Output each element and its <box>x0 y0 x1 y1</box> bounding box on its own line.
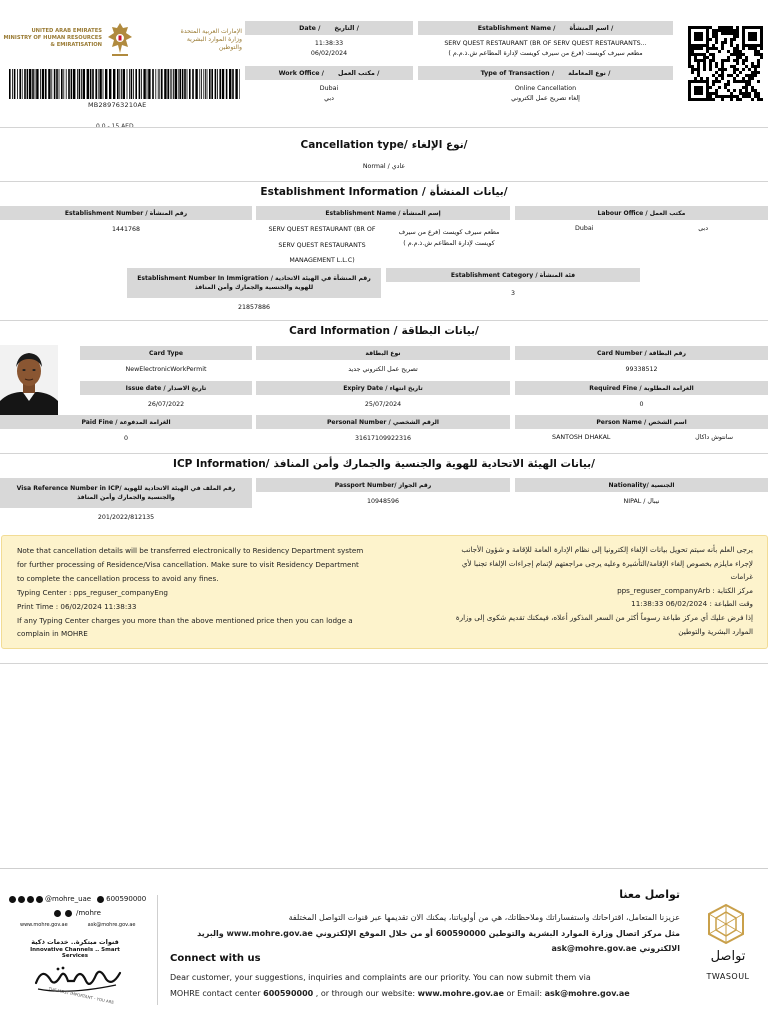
social-handle[interactable]: @mohre_uae <box>45 895 92 903</box>
social-links-2 <box>54 909 101 917</box>
contact-text-en: Dear customer, your suggestions, inquiries and complaints are our priority. You can now submit them via MOHRE contact center 600590000 , or through our website: www.mohre.gov.ae or Email: ask@mohre.gov.ae <box>170 973 630 998</box>
logo-arabic-text: الإمارات العربية المتحدة وزارة الموارد البشرية والتوطين <box>180 28 242 51</box>
twasoul-arabic: تواصل <box>710 949 746 964</box>
nationality-cell: Nationality/ الجنسية NIPAL / نيبال <box>515 478 768 507</box>
footer-contacts <box>20 922 135 928</box>
instagram-icon[interactable] <box>27 896 34 903</box>
establishment-name-cell: Establishment Name / إسم المنشأة SERV QUEST RESTAURANT (BR OF SERV QUEST RESTAURANTS MANAGEMENT L.L.C) مطعم سيرف كويست (فرع من سيرف كويست لإدارة المطاعم ش.ذ.م.م ) <box>256 206 510 269</box>
card-type-ar-cell: نوع البطاقة تصريح عمل الكتروني جديد <box>256 346 510 375</box>
paid-fine-cell: Paid Fine / الغرامة المدفوعة 0 <box>0 415 252 444</box>
email-link-small[interactable]: ask@mohre.gov.ae <box>87 922 136 928</box>
barcode <box>9 69 240 99</box>
establishment-info-title: Establishment Information / بيانات المنشأة/ <box>260 186 508 198</box>
establishment-number-cell: Establishment Number / رقم المنشأة 1441768 <box>0 206 252 235</box>
visa-reference-cell: Visa Reference Number in ICP/ رقم الملف في الهيئة الاتحادية للهوية والجنسية والجمارك وأمن المنافذ 201/2022/812135 <box>0 478 252 523</box>
passport-number-cell: Passport Number/ رقم الجواز 10948596 <box>256 478 510 507</box>
divider <box>0 181 768 182</box>
social-handle-2[interactable]: /mohre <box>76 909 101 917</box>
innovative-channels-en: Innovative Channels .. Smart Services <box>30 947 120 959</box>
flickr-icon[interactable] <box>65 910 72 917</box>
person-name-cell: Person Name / اسم الشخص SANTOSH DHAKAL سانتوش داكال <box>515 415 768 441</box>
twasoul-logo-icon <box>703 903 749 945</box>
card-info-title: Card Information / بيانات البطاقة/ <box>289 325 479 337</box>
mohre-logo <box>0 18 244 62</box>
website-link-small[interactable]: www.mohre.gov.ae <box>20 922 68 928</box>
cancellation-type-value: Normal / عادي <box>362 163 406 170</box>
twasoul-english: TWASOUL <box>706 972 750 981</box>
contact-title-en: Connect with us <box>170 953 261 964</box>
barcode-number: MB289763210AE <box>88 101 147 109</box>
contact-title-ar: تواصل معنا <box>619 888 680 901</box>
establishment-category-cell: Establishment Category / فئة المنشأة 3 <box>386 268 640 299</box>
twitter-icon[interactable] <box>9 896 16 903</box>
header-transaction-type: Type of Transaction / نوع المعاملة / Online Cancellation إلغاء تصريح عمل الكتروني <box>418 66 673 103</box>
issue-date-cell: Issue date / تاريخ الاصدار 26/07/2022 <box>80 381 252 410</box>
card-number-cell: Card Number / رقم البطاقة 99338512 <box>515 346 768 375</box>
divider <box>0 453 768 454</box>
header-date: Date / التاريخ / 11:38:33 06/02/2024 <box>245 21 413 58</box>
footer-divider <box>157 895 158 1005</box>
establishment-number-value: 1441768 <box>111 226 141 233</box>
personal-number-cell: Personal Number / الرقم الشخصي 31617109922316 <box>256 415 510 444</box>
required-fine-cell: Required Fine / الغرامة المطلوبة 0 <box>515 381 768 410</box>
footer <box>0 868 768 1024</box>
facebook-icon[interactable] <box>18 896 25 903</box>
uae-emblem-icon <box>106 20 134 58</box>
logo-english-text: UNITED ARAB EMIRATES MINISTRY OF HUMAN RESOURCES & EMIRATISATION <box>3 28 102 48</box>
header-establishment-name: Establishment Name / اسم المنشأة / SERV QUEST RESTAURANT (BR OF SERV QUEST RESTAURANTS... مطعم سيرف كويست (فرع من سيرف كويست لإدارة المطاعم ش.ذ.م.م ) <box>418 21 673 58</box>
immigration-number-cell: Establishment Number In Immigration / رقم المنشأة في الهيئة الاتحادية للهوية والجنسية والجمارك وأمن المنافذ 21857886 <box>127 268 381 313</box>
phone-icon <box>97 896 104 903</box>
divider <box>0 320 768 321</box>
card-type-cell: Card Type NewElectronicWorkPermit <box>80 346 252 375</box>
cancellation-type-title: Cancellation type/ نوع الإلغاء/ <box>300 139 468 151</box>
contact-website-link[interactable]: www.mohre.gov.ae <box>417 988 504 998</box>
youtube-icon[interactable] <box>54 910 61 917</box>
qr-code <box>688 26 763 101</box>
divider <box>0 127 768 128</box>
notice-arabic: يرجى العلم بأنه سيتم تحويل بيانات الإلغاء إلكترونيا إلى نظام الإدارة العامة للإقامة و شؤون الأجانب لإجراء مايلزم بخصوص إلغاء الإقامة/التأشيرة وعليه يرجى مراجعتهم لإتمام إجراءات الإلغاء تجنبا لأي غرامات مركز الكتابة : pps_reguser_companyArb وقت الطباعة : 06/02/2024 11:38:33 إذا فرض عليك أي مركز طباعة رسوماً أكثر من السعر المذكور أعلاه، فيمكنك تقديم شكوى إلى وزارة الموارد البشرية والتوطين <box>455 545 753 636</box>
labour-office-cell: Labour Office / مكتب العمل Dubai دبى <box>515 206 768 232</box>
social-links <box>9 895 146 903</box>
icp-info-title: ICP Information/ بيانات الهيئة الاتحادية للهوية والجنسية والجمارك وأمن المنافذ/ <box>173 458 595 470</box>
contact-email-link[interactable]: ask@mohre.gov.ae <box>544 988 630 998</box>
header-work-office: Work Office / مكتب العمل / Dubai دبي <box>245 66 413 103</box>
phone-number[interactable]: 600590000 <box>106 895 147 903</box>
linkedin-icon[interactable] <box>36 896 43 903</box>
contact-text-ar: عزيزنا المتعامل، اقتراحاتك واستفساراتك وملاحظاتك، هي من أولوياتنا، يمكنك الان تقديمها عبر قنوات التواصل المختلفة مثل مركز اتصال وزارة الموارد البشرية والتوطين 600590000 أو من خلال الموقع الإلكتروني www.mohre.gov.ae والبريد الالكتروني ask@mohre.gov.ae <box>197 913 680 953</box>
contact-phone[interactable]: 600590000 <box>263 988 314 998</box>
innovative-channels-ar: قنوات مبتكرة.. خدمات ذكية <box>31 938 119 946</box>
calligraphy-caption: THE MOST IMPORTANT - YOU ARE <box>48 986 115 1005</box>
divider <box>0 663 768 664</box>
notice-english: Note that cancellation details will be transferred electronically to Residency Department system for further processing of Residence/Visa cancellation. Make sure to visit Residency Department to complete the cancellation process to avoid any fines. Typing Center : pps_reguser_companyEng Print Time : 06/02/2024 11:38:33 If any Typing Center charges you more than the above mentioned price then you can lodge a complain in MOHRE <box>17 546 364 639</box>
cancellation-notice <box>1 535 768 649</box>
person-photo <box>0 345 58 416</box>
expiry-date-cell: Expiry Date / تاريخ انتهاء 25/07/2024 <box>256 381 510 410</box>
